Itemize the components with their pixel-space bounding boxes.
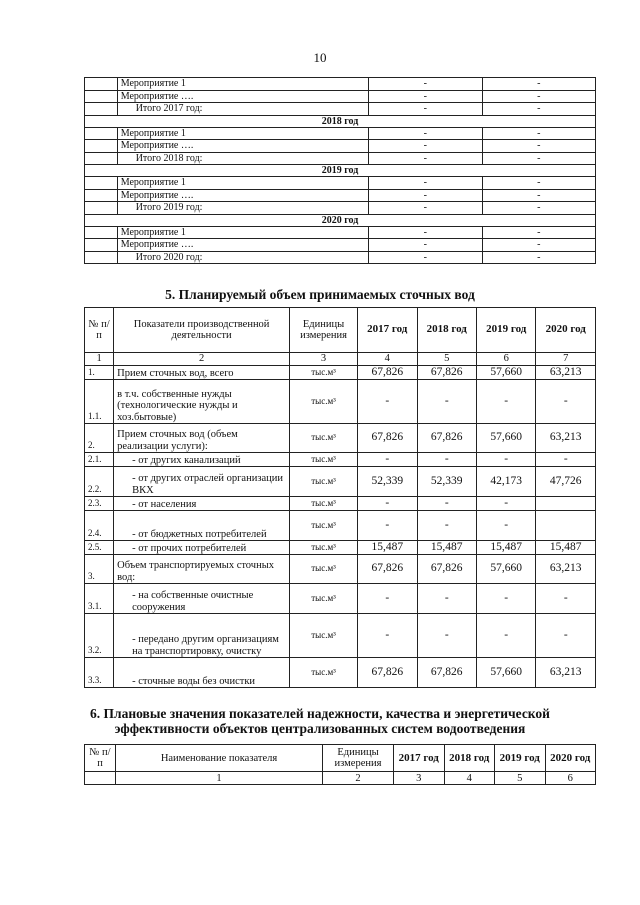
unit-cell: тыс.м³: [290, 453, 358, 467]
value-cell: 15,487: [417, 541, 476, 555]
event-name: Мероприятие ….: [117, 239, 368, 252]
event-value: -: [482, 140, 595, 153]
indicator-name: - передано другим организациям на транспортировку, очистку: [114, 614, 290, 658]
row-blank-cell: [85, 251, 118, 264]
table-row: [85, 78, 596, 91]
column-number: 5: [417, 353, 476, 366]
value-cell: 67,826: [358, 555, 417, 584]
indicator-name: в т.ч. собственные нужды (технологические нужды и хоз.бытовые): [114, 380, 290, 424]
indicator-name: - от других канализаций: [114, 453, 290, 467]
event-value: -: [369, 127, 482, 140]
value-cell: -: [358, 614, 417, 658]
value-cell: 63,213: [536, 424, 596, 453]
value-cell: -: [417, 584, 476, 614]
value-cell: [536, 497, 596, 511]
value-cell: -: [358, 380, 417, 424]
event-name: Итого 2020 год:: [117, 251, 368, 264]
unit-cell: тыс.м³: [290, 467, 358, 497]
row-number: 1.: [85, 366, 114, 380]
value-cell: 42,173: [476, 467, 535, 497]
wastewater-volume-table: [84, 307, 596, 688]
table-row: [85, 103, 596, 116]
column-number: 6: [476, 353, 535, 366]
indicator-name: - сточные воды без очистки: [114, 658, 290, 688]
value-cell: 52,339: [358, 467, 417, 497]
row-number: 2.1.: [85, 453, 114, 467]
unit-cell: тыс.м³: [290, 511, 358, 541]
event-value: -: [482, 90, 595, 103]
column-numbers-row: [85, 353, 596, 366]
value-cell: 67,826: [358, 424, 417, 453]
indicator-name: - на собственные очистные сооружения: [114, 584, 290, 614]
value-cell: -: [358, 453, 417, 467]
table-row: [85, 658, 596, 688]
value-cell: -: [417, 614, 476, 658]
value-cell: -: [536, 453, 596, 467]
table-row: [85, 511, 596, 541]
value-cell: 57,660: [476, 366, 535, 380]
value-cell: 57,660: [476, 424, 535, 453]
event-name: Мероприятие ….: [117, 140, 368, 153]
unit-cell: тыс.м³: [290, 497, 358, 511]
row-number: 2.5.: [85, 541, 114, 555]
header-unit: Единицы измерения: [323, 745, 394, 772]
indicator-name: - от прочих потребителей: [114, 541, 290, 555]
value-cell: 63,213: [536, 658, 596, 688]
table-row: [85, 467, 596, 497]
event-value: -: [482, 127, 595, 140]
column-number: [85, 772, 116, 785]
row-number: 3.: [85, 555, 114, 584]
value-cell: -: [536, 380, 596, 424]
event-value: -: [369, 140, 482, 153]
value-cell: 47,726: [536, 467, 596, 497]
row-blank-cell: [85, 177, 118, 190]
events-table: [84, 77, 596, 264]
column-number: 1: [116, 772, 323, 785]
value-cell: 67,826: [417, 424, 476, 453]
row-blank-cell: [85, 239, 118, 252]
event-value: -: [482, 251, 595, 264]
table-row: [85, 177, 596, 190]
event-value: -: [482, 226, 595, 239]
header-name: Наименование показателя: [116, 745, 323, 772]
event-value: -: [369, 90, 482, 103]
section-5-title: 5. Планируемый объем принимаемых сточных вод: [165, 287, 475, 302]
year-group-row: [85, 214, 596, 226]
event-value: -: [369, 152, 482, 165]
unit-cell: тыс.м³: [290, 614, 358, 658]
header-year-2017: 2017 год: [394, 745, 445, 772]
event-value: -: [482, 152, 595, 165]
table-row: [85, 497, 596, 511]
column-number: 4: [358, 353, 417, 366]
value-cell: 67,826: [417, 366, 476, 380]
table-row: [85, 152, 596, 165]
value-cell: 57,660: [476, 658, 535, 688]
column-number: 5: [495, 772, 546, 785]
unit-cell: тыс.м³: [290, 541, 358, 555]
year-group-row: [85, 165, 596, 177]
value-cell: -: [417, 497, 476, 511]
event-name: Мероприятие 1: [117, 78, 368, 91]
header-year-2017: 2017 год: [358, 308, 417, 353]
row-blank-cell: [85, 78, 118, 91]
value-cell: -: [417, 380, 476, 424]
event-value: -: [482, 78, 595, 91]
header-year-2019: 2019 год: [476, 308, 535, 353]
header-year-2019: 2019 год: [495, 745, 546, 772]
event-value: -: [369, 226, 482, 239]
value-cell: -: [476, 511, 535, 541]
column-number: 3: [394, 772, 445, 785]
value-cell: -: [476, 453, 535, 467]
year-group-row: [85, 115, 596, 127]
indicator-name: - от населения: [114, 497, 290, 511]
page-number: 10: [313, 50, 327, 65]
value-cell: -: [417, 453, 476, 467]
event-value: -: [482, 189, 595, 202]
section-6-title: [0, 706, 640, 736]
value-cell: 15,487: [536, 541, 596, 555]
column-number: 4: [444, 772, 495, 785]
value-cell: -: [476, 497, 535, 511]
event-name: Мероприятие ….: [117, 90, 368, 103]
value-cell: 67,826: [358, 658, 417, 688]
event-name: Мероприятие 1: [117, 177, 368, 190]
header-year-2020: 2020 год: [536, 308, 596, 353]
value-cell: 15,487: [358, 541, 417, 555]
header-year-2018: 2018 год: [417, 308, 476, 353]
event-name: Мероприятие 1: [117, 226, 368, 239]
event-name: Итого 2019 год:: [117, 202, 368, 215]
table-row: [85, 584, 596, 614]
event-name: Итого 2018 год:: [117, 152, 368, 165]
value-cell: -: [536, 584, 596, 614]
event-name: Мероприятие ….: [117, 189, 368, 202]
header-num: № п/п: [85, 745, 116, 772]
year-group-label: 2018 год: [85, 115, 596, 127]
value-cell: 67,826: [358, 366, 417, 380]
value-cell: -: [358, 584, 417, 614]
header-year-2018: 2018 год: [444, 745, 495, 772]
row-number: 3.3.: [85, 658, 114, 688]
table-row: [85, 541, 596, 555]
column-number: 7: [536, 353, 596, 366]
table-row: [85, 140, 596, 153]
table-header-row: [85, 308, 596, 353]
row-number: 2.2.: [85, 467, 114, 497]
unit-cell: тыс.м³: [290, 555, 358, 584]
header-year-2020: 2020 год: [545, 745, 596, 772]
row-blank-cell: [85, 90, 118, 103]
year-group-label: 2019 год: [85, 165, 596, 177]
indicator-name: - от бюджетных потребителей: [114, 511, 290, 541]
table-row: [85, 366, 596, 380]
value-cell: 63,213: [536, 366, 596, 380]
column-number: 2: [114, 353, 290, 366]
event-value: -: [482, 202, 595, 215]
table-header-row: [85, 745, 596, 772]
row-number: 2.3.: [85, 497, 114, 511]
table-row: [85, 614, 596, 658]
value-cell: 67,826: [417, 555, 476, 584]
unit-cell: тыс.м³: [290, 366, 358, 380]
value-cell: [536, 511, 596, 541]
row-blank-cell: [85, 140, 118, 153]
indicator-name: - от других отраслей организации ВКХ: [114, 467, 290, 497]
event-value: -: [369, 239, 482, 252]
header-name: Показатели производственной деятельности: [114, 308, 290, 353]
row-blank-cell: [85, 152, 118, 165]
value-cell: -: [358, 511, 417, 541]
value-cell: -: [536, 614, 596, 658]
table-row: [85, 380, 596, 424]
value-cell: 57,660: [476, 555, 535, 584]
event-name: Мероприятие 1: [117, 127, 368, 140]
value-cell: 15,487: [476, 541, 535, 555]
table-row: [85, 239, 596, 252]
header-unit: Единицы измерения: [290, 308, 358, 353]
row-number: 2.: [85, 424, 114, 453]
value-cell: -: [358, 497, 417, 511]
table-row: [85, 127, 596, 140]
event-value: -: [369, 103, 482, 116]
event-name: Итого 2017 год:: [117, 103, 368, 116]
row-number: 2.4.: [85, 511, 114, 541]
column-number: 6: [545, 772, 596, 785]
value-cell: 67,826: [417, 658, 476, 688]
unit-cell: тыс.м³: [290, 424, 358, 453]
column-numbers-row: [85, 772, 596, 785]
value-cell: -: [476, 614, 535, 658]
column-number: 2: [323, 772, 394, 785]
event-value: -: [482, 177, 595, 190]
unit-cell: тыс.м³: [290, 584, 358, 614]
table-row: [85, 202, 596, 215]
event-value: -: [369, 251, 482, 264]
row-blank-cell: [85, 226, 118, 239]
row-blank-cell: [85, 103, 118, 116]
event-value: -: [369, 202, 482, 215]
year-group-label: 2020 год: [85, 214, 596, 226]
indicator-name: Прием сточных вод (объем реализации услуги):: [114, 424, 290, 453]
table-row: [85, 90, 596, 103]
event-value: -: [482, 103, 595, 116]
event-value: -: [369, 177, 482, 190]
value-cell: -: [476, 380, 535, 424]
section-6-title-line2: эффективности объектов централизованных систем водоотведения: [114, 721, 526, 736]
indicator-name: Прием сточных вод, всего: [114, 366, 290, 380]
row-blank-cell: [85, 202, 118, 215]
column-number: 1: [85, 353, 114, 366]
value-cell: -: [476, 584, 535, 614]
table-row: [85, 424, 596, 453]
value-cell: -: [417, 511, 476, 541]
table-row: [85, 555, 596, 584]
reliability-indicators-table: [84, 744, 596, 785]
event-value: -: [482, 239, 595, 252]
event-value: -: [369, 78, 482, 91]
row-number: 3.1.: [85, 584, 114, 614]
table-row: [85, 189, 596, 202]
header-num: № п/п: [85, 308, 114, 353]
unit-cell: тыс.м³: [290, 380, 358, 424]
section-6-title-line1: 6. Плановые значения показателей надежности, качества и энергетической: [90, 706, 550, 721]
table-row: [85, 453, 596, 467]
row-blank-cell: [85, 189, 118, 202]
indicator-name: Объем транспортируемых сточных вод:: [114, 555, 290, 584]
value-cell: 63,213: [536, 555, 596, 584]
table-row: [85, 251, 596, 264]
unit-cell: тыс.м³: [290, 658, 358, 688]
row-blank-cell: [85, 127, 118, 140]
event-value: -: [369, 189, 482, 202]
row-number: 1.1.: [85, 380, 114, 424]
column-number: 3: [290, 353, 358, 366]
table-row: [85, 226, 596, 239]
row-number: 3.2.: [85, 614, 114, 658]
value-cell: 52,339: [417, 467, 476, 497]
